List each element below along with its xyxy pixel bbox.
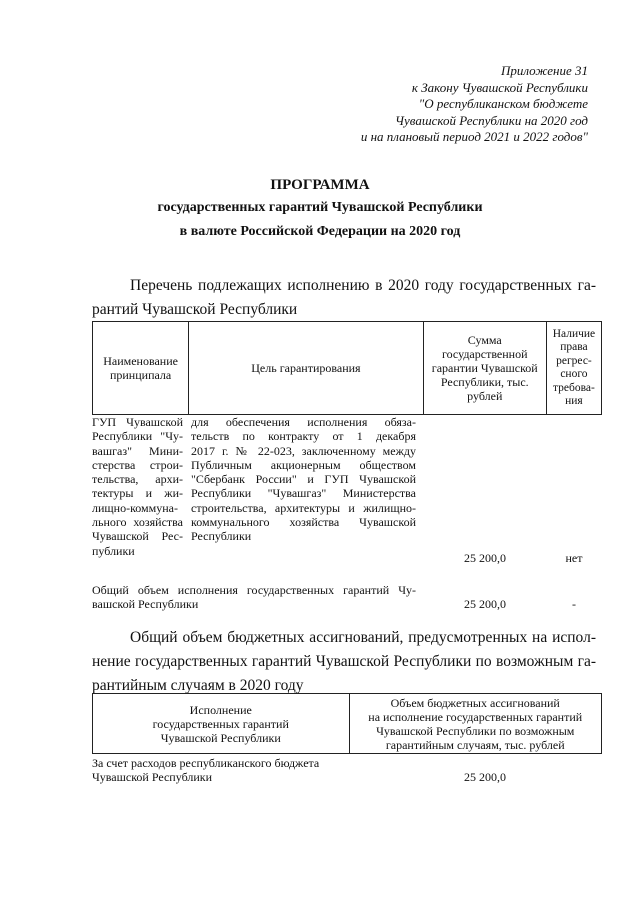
total-label (92, 583, 416, 612)
section1-intro (92, 274, 596, 322)
text-line: Общий объем исполнения государственных гарантий Чу- (92, 583, 416, 597)
row-regress: нет (565, 551, 583, 565)
text-line: Чувашской Республики по возможным (376, 723, 575, 738)
text-line: строительства, архитектуры и жилищно- (191, 500, 416, 515)
text-line: коммунального хозяйства Чувашской (191, 515, 416, 530)
intro-line: рантий Чувашской Республики (92, 301, 298, 318)
page-subtitle: государственных гарантий Чувашской Республики (157, 200, 483, 215)
row-principal (92, 415, 183, 558)
page-title: ПРОГРАММА (270, 177, 370, 193)
text-line: Чувашской Рес- (92, 529, 183, 544)
annex-line: и на плановый период 2021 и 2022 годов" (360, 129, 588, 145)
text-line: стерства строи- (92, 457, 183, 472)
section2-intro (92, 626, 596, 698)
annex-line: "О республиканском бюджете (418, 96, 588, 112)
text-line: Республики "Чувашгаз" Министерства (191, 486, 416, 501)
text-line: "Сбербанк России" и ГУП Чувашской (191, 472, 416, 487)
text-line: Чувашской Республики (92, 770, 213, 785)
appropriations-table-header (92, 693, 602, 754)
total-regress: - (572, 597, 576, 611)
text-line: Чувашской Республики (160, 730, 281, 745)
intro-line: Общий объем бюджетных ассигнований, предусмотренных на испол- (130, 629, 596, 646)
text-line: публики (92, 543, 135, 558)
table2-row-label (92, 756, 362, 785)
annex-block (268, 63, 588, 146)
text-line: на исполнение государственных гарантий (368, 709, 583, 724)
row-sum: 25 200,0 (464, 551, 506, 565)
header-purpose: Цель гарантирования (189, 322, 423, 415)
text-line: За счет расходов республиканского бюджета (92, 756, 320, 770)
row-purpose (191, 415, 416, 544)
text-line: 2017 г. № 22-023, заключенному между (191, 443, 416, 458)
header-regress: Наличие права регрес-сного требова-ния (546, 322, 601, 415)
text-line: Исполнение (189, 702, 252, 717)
header-volume (349, 694, 602, 754)
text-line: лищно-коммуна- (92, 500, 178, 515)
annex-line: Приложение 31 (500, 63, 588, 78)
text-line: государственных гарантий (152, 716, 289, 731)
intro-line: нение государственных гарантий Чувашской Республики по возможным га- (92, 653, 596, 670)
text-line: Объем бюджетных ассигнований (390, 695, 560, 710)
guarantees-table-header (92, 321, 602, 415)
text-line: Публичным акционерным обществом (191, 457, 416, 472)
text-line: вашской Республики (92, 597, 199, 612)
intro-line: рантийным случаям в 2020 году (92, 677, 304, 694)
text-line: гарантийным случаям, тыс. рублей (385, 737, 565, 752)
annex-line: Чувашской Республики на 2020 год (395, 112, 588, 128)
page-subtitle: в валюте Российской Федерации на 2020 год (179, 224, 461, 239)
text-line: тельств по контракту от 1 декабря (191, 429, 416, 444)
intro-line: Перечень подлежащих исполнению в 2020 году государственных га- (130, 277, 596, 294)
text-line: Республики "Чу- (92, 429, 183, 444)
total-sum: 25 200,0 (464, 597, 506, 611)
text-line: ГУП Чувашской (92, 415, 183, 429)
header-sum: Сумма государственной гарантии Чувашской Республики, тыс. рублей (423, 322, 546, 415)
text-line: тельства, архи- (92, 472, 183, 487)
text-line: для обеспечения исполнения обяза- (191, 415, 416, 429)
table2-row-value: 25 200,0 (464, 770, 506, 784)
text-line: вашгаз" Мини- (92, 443, 183, 458)
annex-line: к Закону Чувашской Республики (411, 79, 588, 95)
text-line: Республики (191, 529, 252, 544)
text-line: льного хозяйства (92, 515, 183, 530)
text-line: тектуры и жи- (92, 486, 183, 501)
header-principal: Наименование принципала (93, 322, 189, 415)
header-execution (93, 694, 350, 754)
